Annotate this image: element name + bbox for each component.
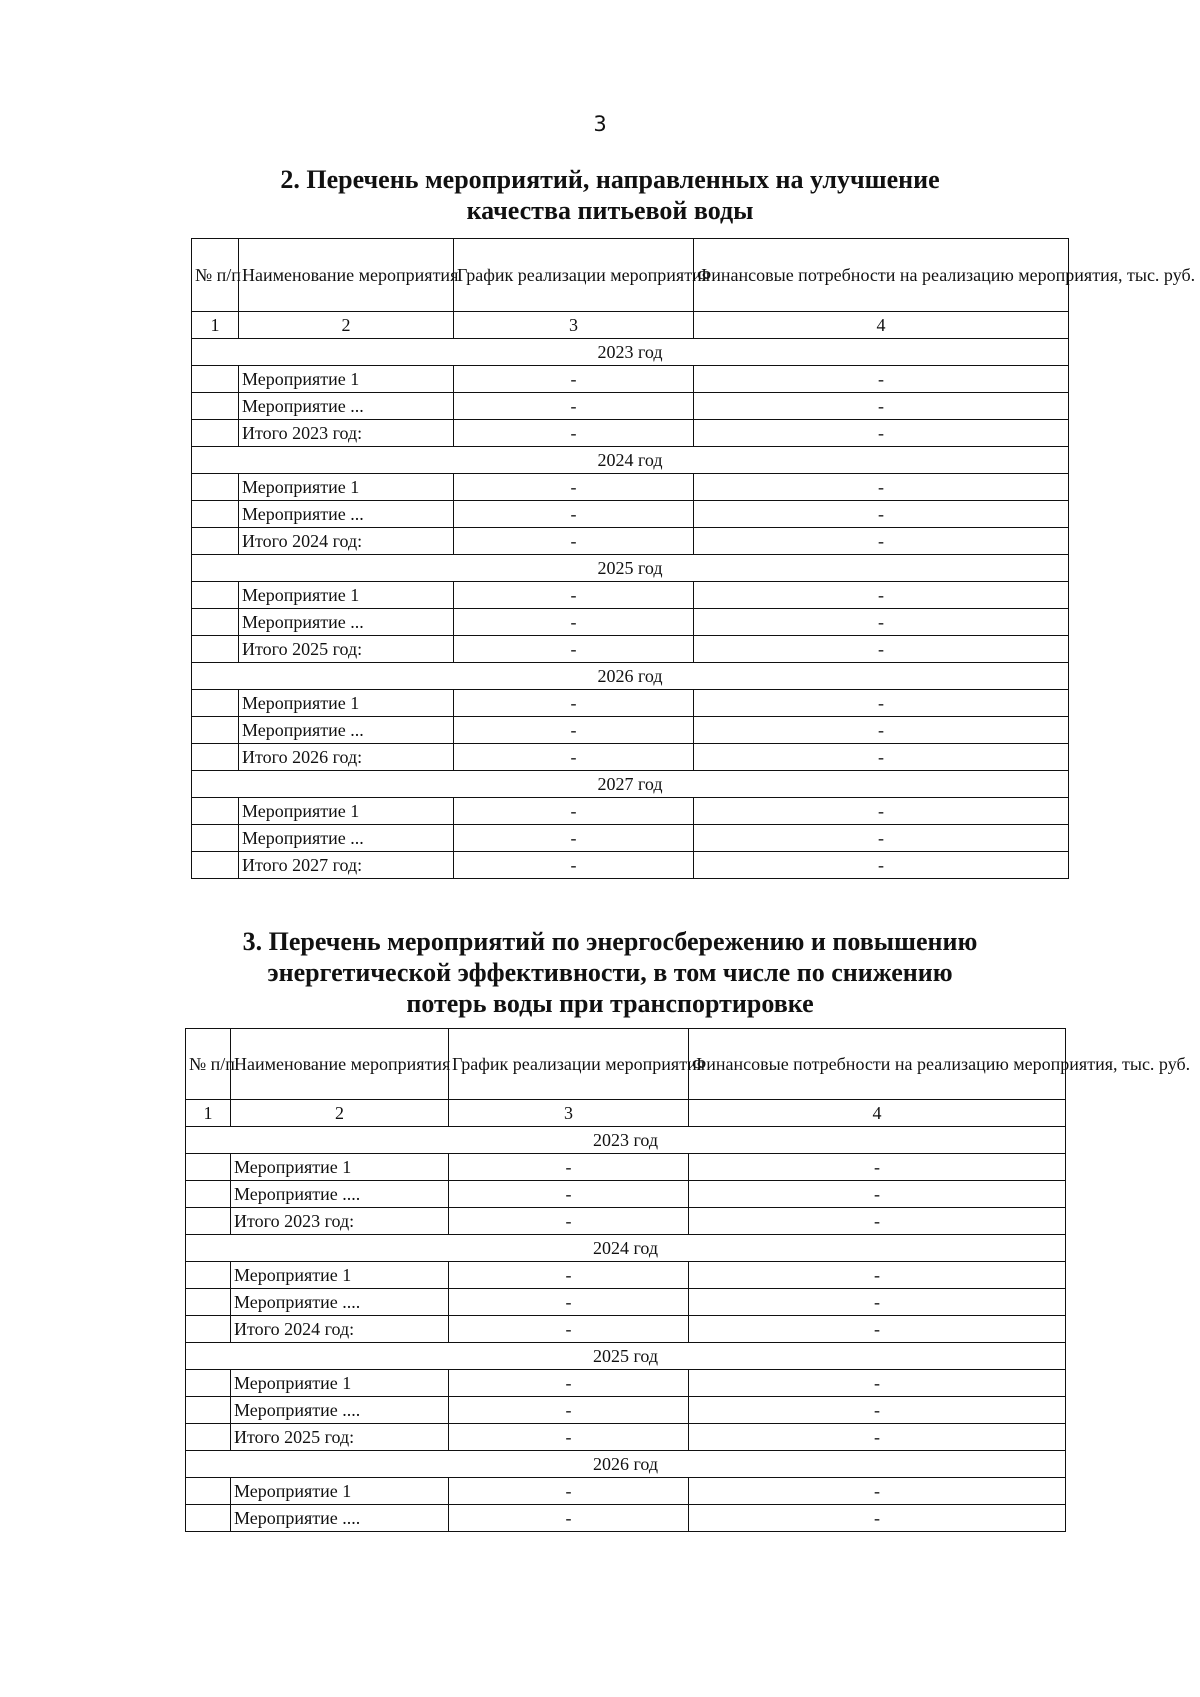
column-number-row (192, 312, 1069, 339)
schedule-cell: - (454, 420, 694, 447)
finance-cell: - (694, 528, 1069, 555)
measure-name-cell: Мероприятие .... (231, 1505, 449, 1532)
row-number-cell (192, 501, 239, 528)
col-number: 1 (192, 312, 239, 339)
measure-name-cell: Итого 2024 год: (239, 528, 454, 555)
measure-name-cell: Мероприятие 1 (239, 366, 454, 393)
row-number-cell (186, 1478, 231, 1505)
measure-name-cell: Мероприятие ... (239, 609, 454, 636)
measure-name-cell: Мероприятие 1 (239, 582, 454, 609)
year-label: 2024 год (192, 447, 1069, 474)
year-row (192, 339, 1069, 366)
finance-cell: - (694, 744, 1069, 771)
finance-cell: - (689, 1505, 1066, 1532)
measure-name-cell: Мероприятие 1 (231, 1262, 449, 1289)
row-number-cell (186, 1397, 231, 1424)
section-3-title (60, 926, 1160, 1019)
schedule-cell: - (449, 1262, 689, 1289)
measure-name-cell: Итого 2026 год: (239, 744, 454, 771)
finance-cell: - (694, 798, 1069, 825)
schedule-cell: - (449, 1316, 689, 1343)
header-name: Наименование мероприятия (231, 1029, 449, 1100)
row-number-cell (192, 366, 239, 393)
column-number-row (186, 1100, 1066, 1127)
finance-cell: - (689, 1208, 1066, 1235)
schedule-cell: - (454, 474, 694, 501)
year-row (192, 663, 1069, 690)
row-number-cell (192, 744, 239, 771)
row-number-cell (192, 636, 239, 663)
measure-name-cell: Мероприятие .... (231, 1397, 449, 1424)
table-row (192, 798, 1069, 825)
col-number: 4 (694, 312, 1069, 339)
header-finance: Финансовые потребности на реализацию мероприятия, тыс. руб. (694, 239, 1069, 312)
schedule-cell: - (454, 582, 694, 609)
finance-cell: - (694, 825, 1069, 852)
table-row (186, 1397, 1066, 1424)
schedule-cell: - (454, 366, 694, 393)
row-number-cell (192, 852, 239, 879)
row-number-cell (186, 1262, 231, 1289)
finance-cell: - (689, 1370, 1066, 1397)
schedule-cell: - (449, 1154, 689, 1181)
measure-name-cell: Итого 2024 год: (231, 1316, 449, 1343)
table-row (186, 1478, 1066, 1505)
finance-cell: - (689, 1181, 1066, 1208)
section-3-title-line-1: 3. Перечень мероприятий по энергосбережению и повышению (242, 927, 978, 956)
table-row (186, 1154, 1066, 1181)
row-number-cell (192, 528, 239, 555)
table-row (192, 528, 1069, 555)
row-number-cell (192, 474, 239, 501)
year-row (192, 447, 1069, 474)
table-header-row (192, 239, 1069, 312)
schedule-cell: - (454, 636, 694, 663)
finance-cell: - (694, 366, 1069, 393)
table-row (186, 1181, 1066, 1208)
table-row (192, 717, 1069, 744)
finance-cell: - (689, 1316, 1066, 1343)
table-row (192, 393, 1069, 420)
schedule-cell: - (449, 1505, 689, 1532)
table-row (186, 1289, 1066, 1316)
table-row (186, 1370, 1066, 1397)
finance-cell: - (694, 636, 1069, 663)
schedule-cell: - (449, 1478, 689, 1505)
row-number-cell (186, 1289, 231, 1316)
table-row (192, 636, 1069, 663)
year-label: 2023 год (186, 1127, 1066, 1154)
table-row (186, 1316, 1066, 1343)
row-number-cell (192, 825, 239, 852)
header-schedule: График реализации мероприятия (449, 1029, 689, 1100)
measure-name-cell: Мероприятие 1 (239, 798, 454, 825)
measure-name-cell: Мероприятие ... (239, 717, 454, 744)
row-number-cell (186, 1181, 231, 1208)
header-name: Наименование мероприятия (239, 239, 454, 312)
col-number: 2 (231, 1100, 449, 1127)
row-number-cell (186, 1424, 231, 1451)
row-number-cell (186, 1316, 231, 1343)
year-row (186, 1451, 1066, 1478)
row-number-cell (192, 420, 239, 447)
row-number-cell (186, 1370, 231, 1397)
year-row (192, 555, 1069, 582)
col-number: 1 (186, 1100, 231, 1127)
section-3-title-line-2: энергетической эффективности, в том числе по снижению (267, 958, 953, 987)
year-label: 2026 год (192, 663, 1069, 690)
finance-cell: - (689, 1154, 1066, 1181)
col-number: 3 (449, 1100, 689, 1127)
table-header-row (186, 1029, 1066, 1100)
schedule-cell: - (454, 825, 694, 852)
schedule-cell: - (454, 690, 694, 717)
schedule-cell: - (449, 1370, 689, 1397)
schedule-cell: - (454, 528, 694, 555)
measures-table-water-quality (191, 238, 1196, 879)
header-num: № п/п (192, 239, 239, 312)
year-label: 2025 год (192, 555, 1069, 582)
schedule-cell: - (454, 501, 694, 528)
measure-name-cell: Итого 2023 год: (231, 1208, 449, 1235)
year-label: 2026 год (186, 1451, 1066, 1478)
measure-name-cell: Итого 2023 год: (239, 420, 454, 447)
finance-cell: - (694, 393, 1069, 420)
finance-cell: - (694, 474, 1069, 501)
page-number: 3 (593, 112, 607, 136)
row-number-cell (186, 1154, 231, 1181)
finance-cell: - (689, 1397, 1066, 1424)
year-row (186, 1127, 1066, 1154)
col-number: 4 (689, 1100, 1066, 1127)
year-label: 2025 год (186, 1343, 1066, 1370)
table-row (186, 1424, 1066, 1451)
measure-name-cell: Мероприятие .... (231, 1181, 449, 1208)
measure-name-cell: Мероприятие 1 (231, 1478, 449, 1505)
row-number-cell (192, 798, 239, 825)
year-label: 2023 год (192, 339, 1069, 366)
section-2-title (60, 164, 1160, 226)
finance-cell: - (694, 609, 1069, 636)
row-number-cell (186, 1505, 231, 1532)
table-row (186, 1505, 1066, 1532)
year-label: 2027 год (192, 771, 1069, 798)
row-number-cell (192, 582, 239, 609)
schedule-cell: - (454, 609, 694, 636)
finance-cell: - (694, 582, 1069, 609)
year-row (192, 771, 1069, 798)
col-number: 3 (454, 312, 694, 339)
schedule-cell: - (449, 1424, 689, 1451)
section-2-title-line-2: качества питьевой воды (466, 196, 754, 225)
measure-name-cell: Мероприятие 1 (231, 1154, 449, 1181)
table-row (192, 420, 1069, 447)
table-row (192, 609, 1069, 636)
schedule-cell: - (449, 1289, 689, 1316)
row-number-cell (192, 393, 239, 420)
finance-cell: - (694, 852, 1069, 879)
measure-name-cell: Мероприятие 1 (231, 1370, 449, 1397)
measure-name-cell: Мероприятие .... (231, 1289, 449, 1316)
table-row (192, 501, 1069, 528)
table-row (192, 852, 1069, 879)
finance-cell: - (694, 690, 1069, 717)
schedule-cell: - (449, 1181, 689, 1208)
header-schedule: График реализации мероприятия (454, 239, 694, 312)
schedule-cell: - (454, 798, 694, 825)
table-row (192, 582, 1069, 609)
table-row (192, 690, 1069, 717)
year-label: 2024 год (186, 1235, 1066, 1262)
measure-name-cell: Мероприятие 1 (239, 474, 454, 501)
table-row (186, 1208, 1066, 1235)
schedule-cell: - (449, 1208, 689, 1235)
finance-cell: - (689, 1289, 1066, 1316)
measure-name-cell: Мероприятие ... (239, 501, 454, 528)
finance-cell: - (694, 420, 1069, 447)
schedule-cell: - (454, 852, 694, 879)
year-row (186, 1343, 1066, 1370)
table-row (186, 1262, 1066, 1289)
year-row (186, 1235, 1066, 1262)
row-number-cell (192, 609, 239, 636)
schedule-cell: - (454, 717, 694, 744)
table-row (192, 474, 1069, 501)
measure-name-cell: Мероприятие 1 (239, 690, 454, 717)
measure-name-cell: Итого 2025 год: (231, 1424, 449, 1451)
finance-cell: - (694, 717, 1069, 744)
row-number-cell (192, 690, 239, 717)
finance-cell: - (689, 1262, 1066, 1289)
finance-cell: - (689, 1424, 1066, 1451)
section-3-title-line-3: потерь воды при транспортировке (406, 989, 814, 1018)
finance-cell: - (689, 1478, 1066, 1505)
row-number-cell (186, 1208, 231, 1235)
measure-name-cell: Итого 2027 год: (239, 852, 454, 879)
measure-name-cell: Итого 2025 год: (239, 636, 454, 663)
finance-cell: - (694, 501, 1069, 528)
table-row (192, 825, 1069, 852)
section-2-title-line-1: 2. Перечень мероприятий, направленных на улучшение (280, 165, 940, 194)
row-number-cell (192, 717, 239, 744)
header-finance: Финансовые потребности на реализацию мероприятия, тыс. руб. (689, 1029, 1066, 1100)
schedule-cell: - (449, 1397, 689, 1424)
schedule-cell: - (454, 744, 694, 771)
measure-name-cell: Мероприятие ... (239, 393, 454, 420)
table-row (192, 744, 1069, 771)
measure-name-cell: Мероприятие ... (239, 825, 454, 852)
table-row (192, 366, 1069, 393)
header-num: № п/п (186, 1029, 231, 1100)
schedule-cell: - (454, 393, 694, 420)
measures-table-energy-saving (185, 1028, 1191, 1532)
col-number: 2 (239, 312, 454, 339)
